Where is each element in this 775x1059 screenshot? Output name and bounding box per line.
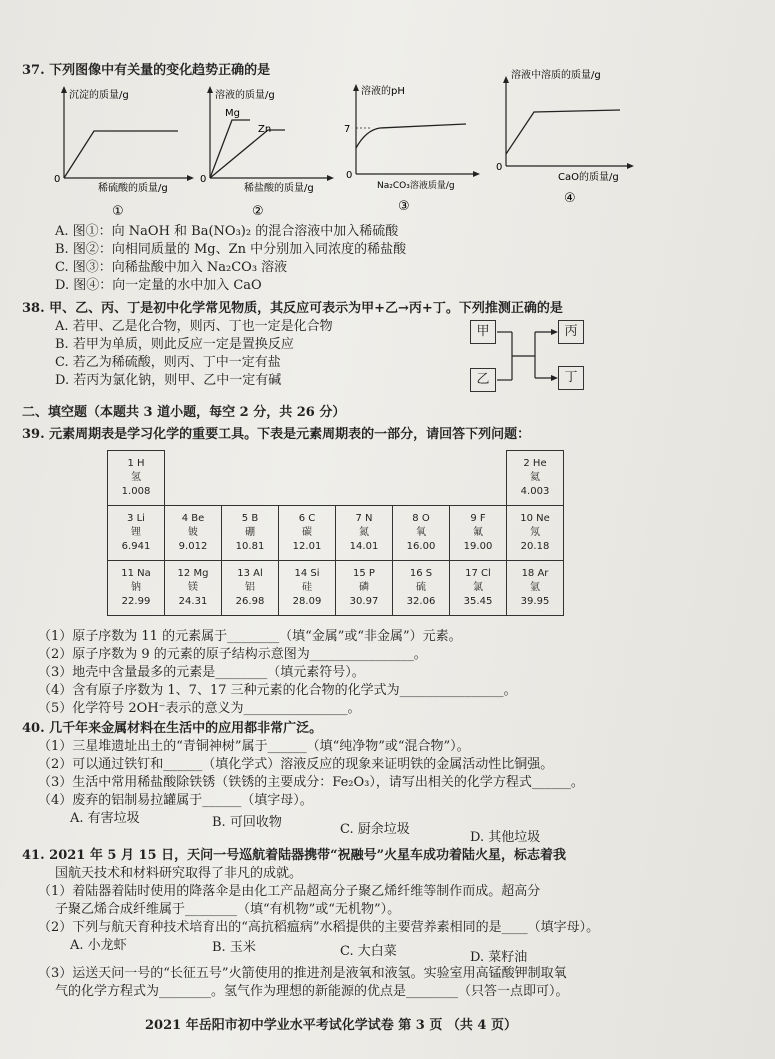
graph-4-num: ④ <box>564 191 576 206</box>
q38-box-ding: 丁 <box>558 366 584 390</box>
q38-option-a: A. 若甲、乙是化合物，则丙、丁也一定是化合物 <box>55 319 333 334</box>
graph-3-origin: 0 <box>346 170 353 181</box>
graph-2-xlabel: 稀盐酸的质量/g <box>244 183 314 194</box>
q37-option-a: A. 图①：向 NaOH 和 Ba(NO₃)₂ 的混合溶液中加入稀硫酸 <box>55 224 399 239</box>
graph-3-xlabel: Na₂CO₃溶液质量/g <box>377 181 455 191</box>
q40-sub-2: （2）可以通过铁钉和______（填化学式）溶液反应的现象来证明铁的金属活动性比铜强。 <box>38 757 554 772</box>
element-he: 2 He 氦 4.003 <box>507 451 564 506</box>
q37-option-b: B. 图②：向相同质量的 Mg、Zn 中分别加入同浓度的稀盐酸 <box>55 242 407 257</box>
q38-stem: 38. 甲、乙、丙、丁是初中化学常见物质，其反应可表示为甲+乙→丙+丁。下列推测正确的是 <box>22 301 563 316</box>
q41-stem-1: 41. 2021 年 5 月 15 日，天问一号巡航着陆器携带“祝融号”火星车成功着陆火星，标志着我 <box>22 848 567 863</box>
element-cl: 17 Cl 氯 35.45 <box>450 561 507 616</box>
element-si: 14 Si 硅 28.09 <box>279 561 336 616</box>
graph-4-ylabel: 溶液中溶质的质量/g <box>511 70 601 81</box>
q41-sub-2: （2）下列与航天育种技术培育出的“高抗稻瘟病”水稻提供的主要营养素相同的是____（填字母）。 <box>38 920 600 935</box>
q40-sub-3: （3）生活中常用稀盐酸除铁锈（铁锈的主要成分：Fe₂O₃），请写出相关的化学方程式______。 <box>38 775 584 790</box>
q41-opt-b: B. 玉米 <box>212 940 256 955</box>
q39-sub-2: （2）原子序数为 9 的元素的原子结构示意图为________________。 <box>38 647 427 662</box>
q39-sub-4: （4）含有原子序数为 1、7、17 三种元素的化合物的化学式为________________。 <box>38 683 517 698</box>
section-2-title: 二、填空题（本题共 3 道小题，每空 2 分，共 26 分） <box>22 405 346 420</box>
q37-option-c: C. 图③：向稀盐酸中加入 Na₂CO₃ 溶液 <box>55 260 288 275</box>
graph-2-num: ② <box>252 204 264 219</box>
graph-3-num: ③ <box>398 199 410 214</box>
element-li: 3 Li 锂 6.941 <box>108 506 165 561</box>
q41-opt-d: D. 菜籽油 <box>470 950 528 965</box>
graph-2-zn: Zn <box>258 124 272 135</box>
q38-box-yi: 乙 <box>470 368 496 392</box>
q38-connector <box>497 320 559 392</box>
page-footer: 2021 年岳阳市初中学业水平考试化学试卷 第 3 页 （共 4 页） <box>145 1018 517 1033</box>
graph-4 <box>496 68 634 206</box>
element-al: 13 Al 铝 26.98 <box>222 561 279 616</box>
graph-1-origin: 0 <box>54 174 61 185</box>
q40-sub-1: （1）三星堆遗址出土的“青铜神树”属于______（填“纯净物”或“混合物”）。 <box>38 739 470 754</box>
q41-stem-2: 国航天技术和材料研究取得了非凡的成就。 <box>55 866 303 881</box>
q40-opt-c: C. 厨余垃圾 <box>340 822 410 837</box>
q39-sub-1: （1）原子序数为 11 的元素属于________（填“金属”或“非金属”）元素。 <box>38 629 462 644</box>
graph-1-num: ① <box>112 204 124 219</box>
graph-1 <box>54 86 194 219</box>
graph-3-tick: 7 <box>344 124 351 135</box>
q40-sub-4: （4）废弃的铝制易拉罐属于______（填字母）。 <box>38 793 313 808</box>
q41-sub-3a: （3）运送天问一号的“长征五号”火箭使用的推进剂是液氧和液氢。实验室用高锰酸钾制取氧 <box>38 966 567 981</box>
element-ne: 10 Ne 氖 20.18 <box>507 506 564 561</box>
element-p: 15 P 磷 30.97 <box>336 561 393 616</box>
element-h: 1 H 氢 1.008 <box>108 451 165 506</box>
q40-stem: 40. 几千年来金属材料在生活中的应用都非常广泛。 <box>22 721 323 736</box>
graph-1-xlabel: 稀硫酸的质量/g <box>98 183 168 194</box>
q40-opt-b: B. 可回收物 <box>212 815 282 830</box>
q38-option-d: D. 若丙为氯化钠，则甲、乙中一定有碱 <box>55 373 282 388</box>
q39-sub-5: （5）化学符号 2OH⁻表示的意义为________________。 <box>38 701 361 716</box>
element-b: 5 B 硼 10.81 <box>222 506 279 561</box>
q39-stem: 39. 元素周期表是学习化学的重要工具。下表是元素周期表的一部分，请回答下列问题： <box>22 427 531 442</box>
element-o: 8 O 氧 16.00 <box>393 506 450 561</box>
graph-3 <box>344 84 480 214</box>
q41-sub-1b: 子聚乙烯合成纤维属于________（填“有机物”或“无机物”）。 <box>55 902 401 917</box>
q41-opt-a: A. 小龙虾 <box>70 938 127 953</box>
graph-2-origin: 0 <box>200 174 207 185</box>
graph-2 <box>200 86 334 219</box>
q37-stem: 37. 下列图像中有关量的变化趋势正确的是 <box>22 63 271 78</box>
q38-option-c: C. 若乙为稀硫酸，则丙、丁中一定有盐 <box>55 355 281 370</box>
q40-opt-d: D. 其他垃圾 <box>470 830 541 845</box>
q41-opt-c: C. 大白菜 <box>340 944 397 959</box>
q38-box-bing: 丙 <box>558 320 584 344</box>
element-be: 4 Be 铍 9.012 <box>165 506 222 561</box>
q41-sub-3b: 气的化学方程式为________。氢气作为理想的新能源的优点是________（只答一点即可）。 <box>55 984 569 999</box>
element-f: 9 F 氟 19.00 <box>450 506 507 561</box>
q38-option-b: B. 若甲为单质，则此反应一定是置换反应 <box>55 337 294 352</box>
element-c: 6 C 碳 12.01 <box>279 506 336 561</box>
element-s: 16 S 硫 32.06 <box>393 561 450 616</box>
graph-4-origin: 0 <box>496 162 503 173</box>
graph-2-mg: Mg <box>225 108 240 119</box>
graph-4-xlabel: CaO的质量/g <box>558 172 619 183</box>
element-ar: 18 Ar 氩 39.95 <box>507 561 564 616</box>
graph-2-ylabel: 溶液的质量/g <box>215 90 275 101</box>
q39-sub-3: （3）地壳中含量最多的元素是________（填元素符号）。 <box>38 665 365 680</box>
q40-opt-a: A. 有害垃圾 <box>70 811 140 826</box>
q37-option-d: D. 图④：向一定量的水中加入 CaO <box>55 278 262 293</box>
graph-1-ylabel: 沉淀的质量/g <box>69 90 129 101</box>
element-na: 11 Na 钠 22.99 <box>108 561 165 616</box>
graph-3-ylabel: 溶液的pH <box>361 86 405 97</box>
q38-box-jia: 甲 <box>470 320 496 344</box>
q41-sub-1a: （1）着陆器着陆时使用的降落伞是由化工产品超高分子聚乙烯纤维等制作而成。超高分 <box>38 884 541 899</box>
element-n: 7 N 氮 14.01 <box>336 506 393 561</box>
element-mg: 12 Mg 镁 24.31 <box>165 561 222 616</box>
periodic-table <box>107 450 564 616</box>
